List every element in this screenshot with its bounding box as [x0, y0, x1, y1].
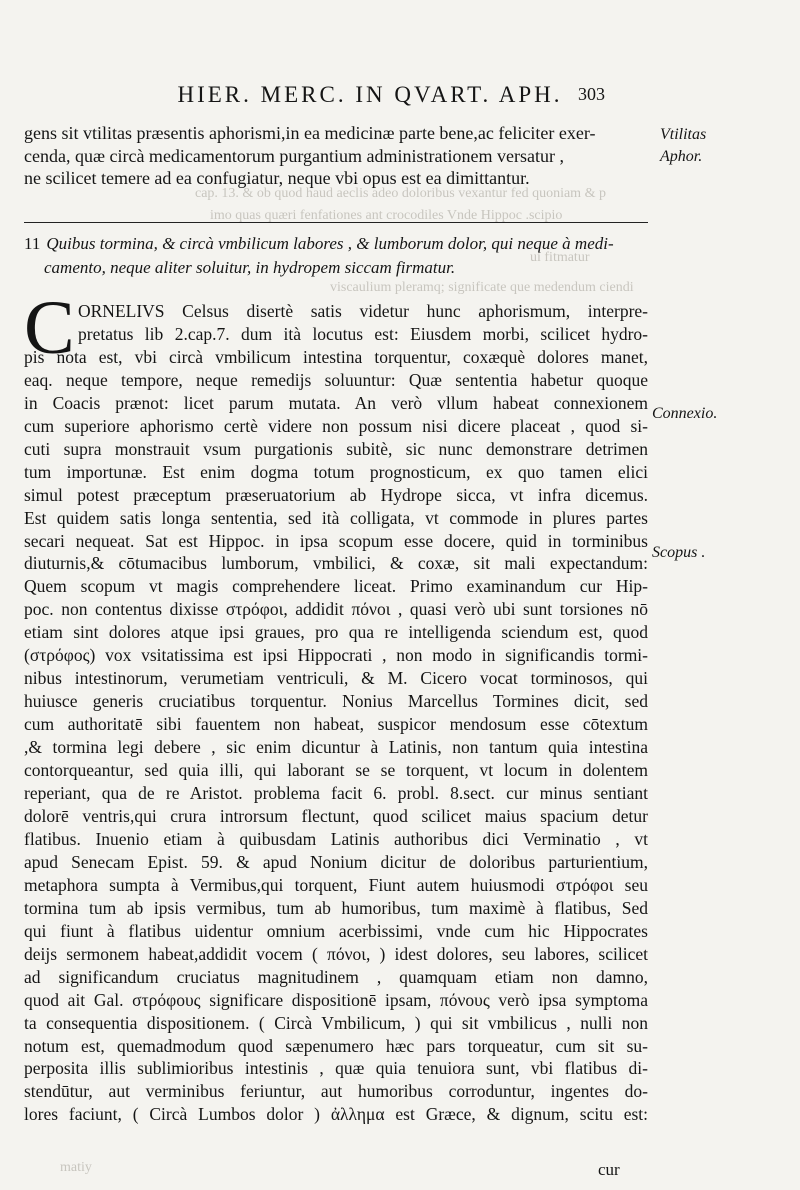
commentary-line: cuti supra monstrauit vsum purgationis subitè, sic nunc demonstrare detrimen: [24, 438, 648, 459]
commentary-line: (στρόφος) vox vsitatissima est ipsi Hippocrati , non modo in significandis tormi-: [24, 645, 648, 666]
commentary-line: dolorē ventris,qui crura introrsum flectunt, quod scilicet maius spacium detur: [24, 805, 648, 826]
margin-note-scopus: Scopus .: [652, 544, 706, 561]
commentary-line: ad significandum cruciatus magnitudinem , quamquam etiam non damno,: [24, 966, 648, 987]
commentary-line: qui fiunt à flatibus uidentur omnium acerbissimi, vnde cum hic Hippocrates: [24, 920, 648, 941]
text-line: gens sit vtilitas præsentis aphorismi,in ea medicinæ parte bene,ac feliciter exer-: [24, 123, 596, 143]
margin-note-line: Aphor.: [660, 148, 703, 165]
commentary-line: simul potest præceptum præseruatorium ab Hydrope sicca, vt infra dicemus.: [24, 484, 648, 505]
aphorism-line: camento, neque aliter soluitur, in hydropem siccam firmatur.: [44, 258, 456, 277]
commentary-line: poc. non contentus dixisse στρόφοι, addidit πόνοι , quasi verò ubi sunt torsiones nō: [24, 599, 648, 620]
aphorism-number: 11: [24, 234, 41, 253]
commentary-line: nibus intestinorum, verumetiam ventriculi, & M. Cicero vocat torminosos, qui: [24, 668, 648, 689]
commentary-line: Est quidem satis longa sententia, sed ità colligata, vt commode in plures partes: [24, 507, 648, 528]
aphorism-statement: [24, 232, 648, 280]
commentary-line: notum est, quemadmodum quod sæpenumero hæc pars torqueatur, cum sit su-: [24, 1035, 648, 1056]
commentary-line: diuturnis,& cōtumacibus lumborum, vmbilici, & coxæ, sit mali expectandum:: [24, 553, 648, 574]
running-header: HIER. MERC. IN QVART. APH.: [177, 82, 563, 107]
commentary-line: quod ait Gal. στρόφους significare dispositionē ipsam, πόνους verò ipsa symptoma: [24, 989, 648, 1010]
commentary-line: ta consequentia dispositionem. ( Circà Vmbilicum, ) qui sit vmbilicus , nulli non: [24, 1012, 648, 1033]
commentary-line: lores faciunt, ( Circà Lumbos dolor ) ἀλλημα est Græce, & dignum, scitu est:: [24, 1104, 648, 1125]
catchword: cur: [598, 1160, 620, 1179]
margin-note-line: Vtilitas: [660, 126, 707, 143]
margin-note-connexio: Connexio.: [652, 405, 718, 422]
commentary-line: ORNELIVS Celsus disertè satis videtur hunc aphorismum, interpre-: [78, 301, 648, 321]
margin-note-utilitas: [660, 124, 706, 168]
page-number: 303: [578, 84, 605, 104]
commentary-line: Quem scopum vt magis comprehendere liceat. Primo examinandum cur Hip-: [24, 576, 648, 597]
commentary-line: cum authoritatē sibi fauentem non habeat, suspicor mendosum esse cōtextum: [24, 714, 648, 735]
commentary-line: flatibus. Inuenio etiam à quibusdam Latinis authoribus dici Verminatio , vt: [24, 828, 648, 849]
bleedthrough-e: matiy: [60, 1160, 92, 1175]
bleedthrough-a: cap. 13. & ob quod haud aeclis adeo doloribus vexantur fed quoniam & p: [195, 186, 606, 201]
commentary-line: eaq. neque tempore, neque remedijs soluuntur: Quæ sententia habetur quoque: [24, 369, 648, 390]
commentary-line: contorqueantur, sed quia illi, qui laborant se se torquent, vt locum in dolentem: [24, 760, 648, 781]
commentary-line: tum importunæ. Est enim dogma totum prognosticum, ex quo tamen elici: [24, 461, 648, 482]
commentary-line: stendūtur, aut verminibus feriuntur, aut humoribus corroduntur, ingentes do-: [24, 1081, 648, 1102]
bleedthrough-d: viscaulium pleramq; significate que medendum ciendi: [330, 280, 634, 295]
bleedthrough-b: imo quas quæri fenfationes ant crocodiles Vnde Hippoc .scipio: [210, 208, 563, 223]
commentary-line: huiusce generis cruciatibus torquentur. Nonius Marcellus Tormines dicit, sed: [24, 691, 648, 712]
commentary-line: ,& tormina legi debere , sic enim dicuntur à Latinis, non tantum quia intestina: [24, 737, 648, 758]
text-line: ne scilicet temere ad ea confugiatur, neque vbi opus est ea dimittantur.: [24, 168, 530, 189]
section-divider: [24, 222, 648, 223]
commentary-line: in Coacis prænot: licet parum mutata. An verò vllum habeat connexionem: [24, 392, 648, 413]
drop-capital: C: [24, 286, 75, 370]
commentary-line: pis nota est, vbi circà vmbilicum intestina torquentur, coxæquè dolores manet,: [24, 346, 648, 367]
commentary-line: tormina tum ab ipsis vermibus, tum ab humoribus, tum maximè à flatibus, Sed: [24, 897, 648, 918]
commentary-line: etiam sint dolores atque ipsi graues, pro qua re intelligenda sciendum est, quod: [24, 622, 648, 643]
commentary-line: metaphora sumpta à Vermibus,qui torquent, Fiunt autem huiusmodi στρόφοι seu: [24, 874, 648, 895]
text-line: cenda, quæ circà medicamentorum purgantium administrationem versatur ,: [24, 145, 564, 166]
commentary-line: apud Senecam Epist. 59. & apud Nonium dicitur de doloribus parturientium,: [24, 851, 648, 872]
intro-paragraph: [24, 122, 648, 190]
commentary-line: cum superiore aphorismo certè videre non possum nisi dicere placeat , quod si-: [24, 415, 648, 436]
commentary-line: reperiant, qua de re Aristot. problema facit 6. probl. 8.sect. cur minus sentiant: [24, 783, 648, 804]
commentary-paragraph: [24, 300, 648, 1126]
commentary-line: pretatus lib 2.cap.7. dum ità locutus est: Eiusdem morbi, scilicet hydro-: [78, 323, 648, 344]
bleedthrough-c: ui fitmatur: [530, 250, 590, 265]
commentary-line: secari nequeat. Sat est Hippoc. in ipsa scopum esse docere, quid in torminibus: [24, 530, 648, 551]
commentary-line: perposita illis sublimioribus intestinis , quæ quia tenuiora sunt, vbi flatibus di-: [24, 1058, 648, 1079]
commentary-line: deijs sermonem habeat,addidit vocem ( πόνοι, ) idest dolores, seu labores, scilicet: [24, 943, 648, 964]
aphorism-line: Quibus tormina, & circà vmbilicum labores , & lumborum dolor, qui neque à medi-: [46, 234, 614, 253]
